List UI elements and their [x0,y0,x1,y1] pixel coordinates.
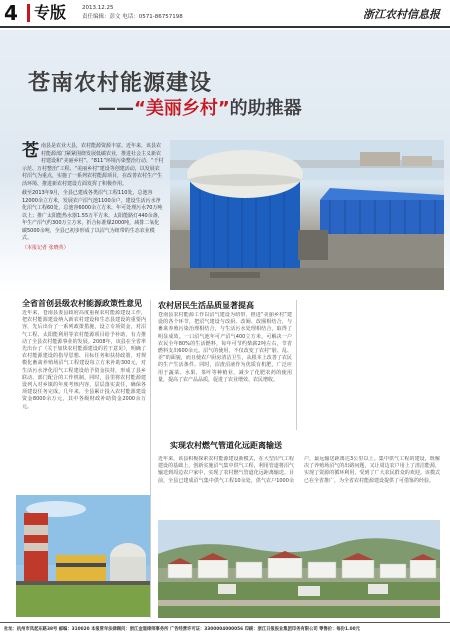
headline-sub-prefix: —— [98,98,134,119]
village-photo [158,520,440,618]
village-illustration [158,520,440,618]
headline-sub-suffix: 的助推器 [229,98,302,119]
newspaper-brand: 浙江农村信息报 [363,8,440,21]
editor-info: 责任编辑：彭文 电话：0571-86757198 [82,14,183,20]
biogas-tank-illustration [170,140,444,290]
digester-photo [16,495,150,617]
section-2-body: 苍南县农村能源工作以沼气建设为纽带，推进“美丽乡村”建设的各个环节，把沼气建设与改厨、改厕、改圈相结合，与畜禽养殖污染治理相结合，与生活污水处理相结合，取得了明显成效。一口沼气池年可产沼气400立方米，可解决一户农民全年80%的生活燃料，每年可节约柴薪2吨左右，节省燃料支出600余元。沼气的使用，不仅改变了农村“脏、乱、差”的面貌，而且使农户厨房清洁卫生，从根本上改善了农民的生产生活条件。同时，沼渣沼液作为优质有机肥，广泛应用于蔬菜、水果、茶叶等种植业，减少了化肥农药的使用量，提高了农产品品质，促进了农业增效、农民增收。 [158,312,292,383]
lead-paragraph-1: 南县是农业大县，农村能源资源丰富。近年来，该县农村能源部门紧紧围绕发展低碳农业，推进社会主义新农村建设和“美丽乡村”、“811”环境污染整治行动、“千村示范、万村整治”工程、“美丽乡村”建设等创建活动，以发展农村沼气为重点，实施了一系列农村能源项目，在改善农村生产生活环境、推进新农村建设方面发挥了积极作用。 [22,143,164,187]
issue-date: 2013.12.25 [82,5,114,11]
lead-paragraph-2: 截至2013年9月，全县已建成各类沼气工程110处，总池容12000余立方米，发展农户沼气池1100余户，建设生活污水净化沼气工程60处，总池容6000余立方米，年可处理污水70万吨以上；推广太阳能热水器1.55万平方米，太阳能路灯440余盏，年生产沼气约300万立方米，折合标准煤2000吨，减排二氧化碳5000余吨，全县已初步形成了以沼气为纽带的生态农业模式。 [22,190,163,241]
section-2-body-continued [302,312,440,428]
section-3-body: 近年来，该县积极探索农村能源建设新模式，在大型沼气工程建设的基础上，创新实施沼气集中供气工程，利用管道将沼气输送到周边农户家中，实现了农村燃气管道化远距离输送。目前，全县已建成沼气集中供气工程10余处，供气农户1000余户，最远输送距离达3公里以上。集中供气工程的建设，既解决了养殖场沼气的出路问题，又让周边农户用上了清洁能源，实现了资源的循环利用，受到了广大农民群众的欢迎。该模式已在全省推广，为全省农村能源建设提供了可借鉴的经验。 [158,456,440,484]
headline-sub [98,94,302,120]
header-accent-bar [27,4,30,22]
biogas-plant-photo [170,140,444,290]
page-number: 4 [4,1,18,25]
section-3-heading: 实现农村燃气管道化远距离输送 [170,441,282,450]
footer-info: 社址：杭州市凤起东路38号 邮编：310020 本报常年法律顾问：浙江金道律师事务所 广告经营许可证：3300004000056 印刷：浙江日报报业集团印务有限公司 零售价：每份1.00元 [4,627,360,632]
section-2-heading: 农村居民生活品质显著提高 [158,301,254,310]
header-divider [0,26,450,28]
digester-illustration [16,495,150,617]
footer-divider [0,622,450,623]
section-name: 专版 [34,3,67,22]
headline-main: 苍南农村能源建设 [28,71,213,96]
section-1-heading: 全省首创县级农村能源政策性意见 [22,299,142,308]
section-1-body: 近年来，苍南县委县政府高度重视农村能源建设工作，把农村能源建设纳入新农村建设和生态县建设的重要内容，先后出台了一系列政策措施，设立专项资金，对沼气工程、太阳能利用等农村能源项目给予补助，有力推动了全县农村能源事业的发展。2008年，该县在全省率先出台了《关于加快农村能源建设的若干意见》，明确了农村能源建设的指导思想、目标任务和扶持政策，对规模化畜禽养殖场沼气工程建设每立方米补助300元，对生活污水净化沼气工程建设给予资金扶持，形成了县乡联动、部门配合的工作机制。同时，县里将农村能源建设列入对乡镇的年度考核内容，层层落实责任，确保各项建设任务完成。几年来，全县累计投入农村能源建设资金8000余万元，其中各级财政补助资金2000余万元。 [22,310,146,410]
column-divider-1 [150,300,151,618]
headline-sub-highlight: “美丽乡村” [134,98,230,119]
dropcap: 苍 [22,141,39,161]
lead-author: （本报记者 张晓英） [22,244,69,251]
lead-article [22,143,164,254]
column-divider-2 [296,300,297,430]
